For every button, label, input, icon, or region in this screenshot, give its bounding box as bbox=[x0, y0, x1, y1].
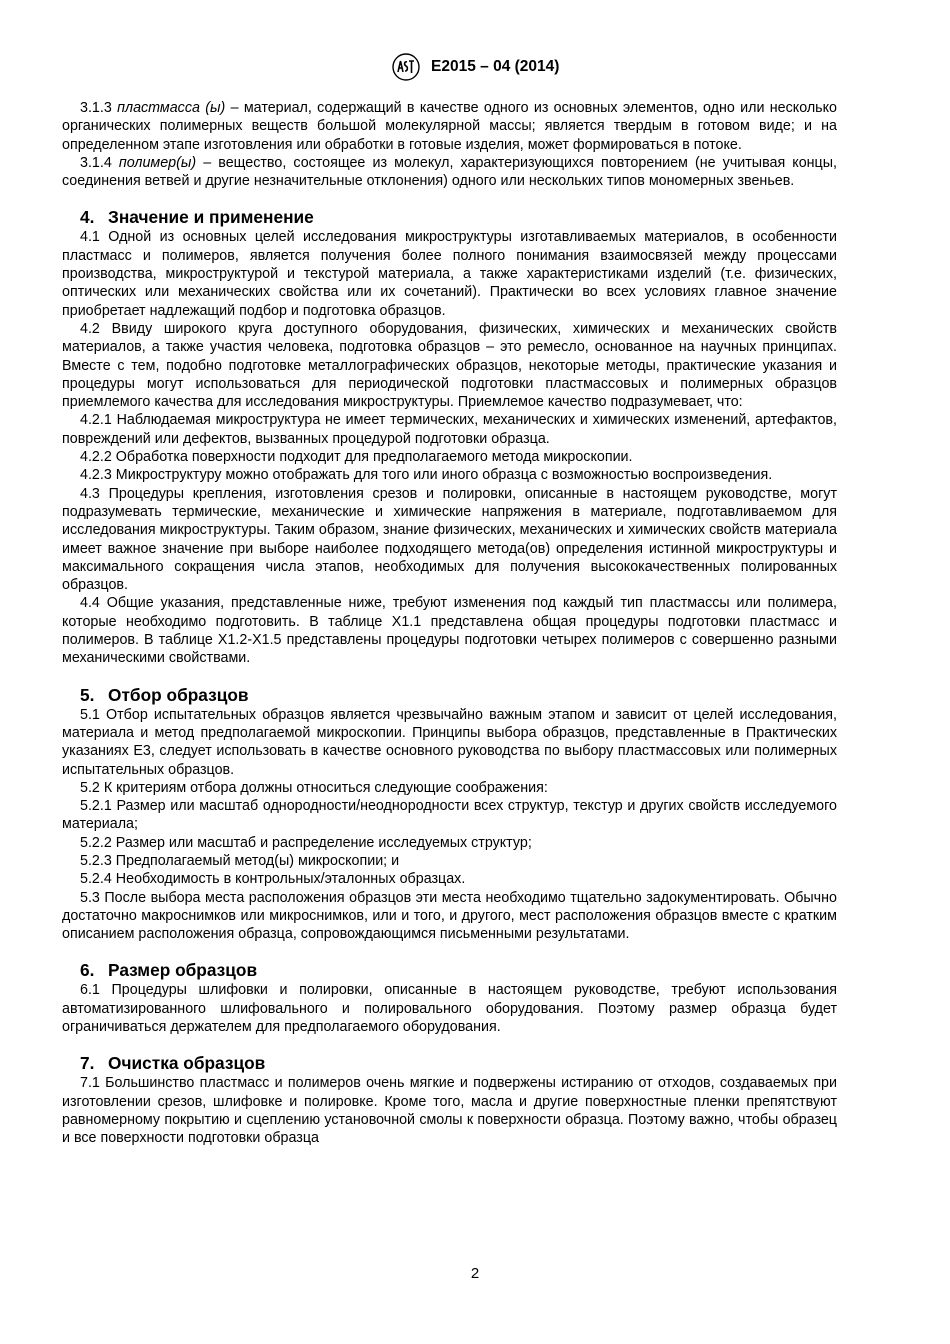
section-number: 5. bbox=[80, 684, 95, 705]
paragraph-text: Необходимость в контрольных/эталонных образцах. bbox=[115, 871, 466, 888]
section-heading bbox=[62, 959, 837, 981]
section-title: Отбор образцов bbox=[108, 684, 249, 705]
paragraph-text: Микроструктуру можно отображать для того или иного образца с возможностью воспроизведения. bbox=[115, 467, 773, 484]
paragraph-text: Процедуры крепления, изготовления срезов и полировки, описанные в настоящем руководстве, могут подразумевать термические, механические и химические напряжения в материале, подготавливаемом для исследования микроструктуры. Таким образом, знание физических, механических и химических свойств материала имеет важное значение при выборе наиболее подходящего метода(ов) определения истинной микроструктуры и максимального сокращения числа этапов, необходимых для получения высококачественных полированных образцов. bbox=[62, 485, 837, 594]
paragraph bbox=[62, 870, 837, 888]
clause-number: 5.2.2 bbox=[80, 834, 112, 851]
paragraph-text: Размер или масштаб однородности/неоднородности всех структур, текстур и других свойств исследуемого материала; bbox=[62, 798, 837, 833]
astm-logo-icon bbox=[391, 52, 421, 82]
clause-number: 7.1 bbox=[80, 1075, 100, 1092]
paragraph bbox=[62, 889, 837, 944]
defined-term: полимер(ы) bbox=[118, 154, 197, 171]
clause-number: 4.2 bbox=[80, 320, 100, 337]
clause-number: 4.1 bbox=[80, 229, 100, 246]
section-title: Очистка образцов bbox=[108, 1053, 266, 1074]
clause-number: 6.1 bbox=[80, 982, 100, 999]
clause-number: 5.2.4 bbox=[80, 871, 112, 888]
paragraph bbox=[62, 448, 837, 466]
clause-number: 4.2.1 bbox=[80, 412, 112, 429]
paragraph bbox=[62, 1074, 837, 1147]
paragraph-text: Наблюдаемая микроструктура не имеет термических, механических и химических изменений, артефактов, повреждений или дефектов, вызванных процедурой подготовки образца. bbox=[62, 412, 837, 447]
paragraph-text: К критериям отбора должны относиться следующие соображения: bbox=[103, 779, 548, 796]
clause-number: 3.1.4 bbox=[80, 154, 112, 171]
paragraph-text: – материал, содержащий в качестве одного из основных элементов, одно или несколько органических полимерных веществ большой молекулярной массы; является твердым в готовом виде; и на определенном этапе изготовления или обработки в готовые изделия, может формироваться в потоке. bbox=[62, 100, 837, 153]
section-number: 6. bbox=[80, 960, 95, 981]
section-title: Значение и применение bbox=[108, 207, 314, 228]
defined-term: пластмасса (ы) bbox=[117, 100, 226, 116]
clause-number: 5.1 bbox=[80, 706, 100, 723]
paragraph-text: Одной из основных целей исследования микроструктуры изготавливаемых материалов, в особенности пластмасс и полимеров, является получения более полного понимания взаимосвязей между процессами производства, микроструктурой и текстурой материала, а также характеристиками изделий (т.е. физических, оптических или механических свойства или их сочетаний). Практически во всех условиях главное значение приобретает надлежащий подбор и подготовка образцов. bbox=[62, 229, 837, 319]
page-number: 2 bbox=[470, 1265, 480, 1282]
section-heading bbox=[62, 1052, 837, 1074]
paragraph-text: Отбор испытательных образцов является чрезвычайно важным этапом и зависит от целей исследования, материала и метод предполагаемой микроскопии. Принципы выбора образцов, представленные в Практических указаниях E3, следует использовать в качестве основного руководства по выбору пластмассовых или полимерных испытательных образцов. bbox=[62, 706, 837, 778]
page-header bbox=[0, 52, 950, 82]
clause-number: 5.2 bbox=[80, 779, 100, 796]
clause-number: 5.2.1 bbox=[80, 798, 112, 815]
clause-number: 4.2.3 bbox=[80, 467, 112, 484]
paragraph-text: Обработка поверхности подходит для предполагаемого метода микроскопии. bbox=[115, 449, 633, 466]
paragraph bbox=[62, 228, 837, 319]
document-body bbox=[62, 99, 837, 1148]
paragraph bbox=[62, 834, 837, 852]
clause-number: 3.1.3 bbox=[80, 100, 112, 116]
paragraph bbox=[62, 485, 837, 595]
paragraph bbox=[62, 981, 837, 1036]
clause-number: 5.3 bbox=[80, 889, 100, 906]
section-heading bbox=[62, 206, 837, 228]
paragraph bbox=[62, 594, 837, 667]
paragraph bbox=[62, 466, 837, 484]
paragraph-text: – вещество, состоящее из молекул, характеризующихся повторением (не учитывая концы, соединения ветвей и другие незначительные отклонения) одного или нескольких типов мономерных звеньев. bbox=[62, 154, 837, 190]
paragraph-text: После выбора места расположения образцов эти места необходимо тщательно задокументировать. Обычно достаточно макроснимков или микроснимков, или и того, и другого, мест расположения образцов вместе с кратким описанием расположения образца, сопровождающимся письменными результатами. bbox=[62, 889, 837, 943]
section-title: Размер образцов bbox=[108, 960, 258, 981]
paragraph bbox=[62, 99, 837, 154]
clause-number: 5.2.3 bbox=[80, 852, 112, 869]
paragraph bbox=[62, 779, 837, 797]
clause-number: 4.3 bbox=[80, 485, 100, 502]
paragraph-text: Большинство пластмасс и полимеров очень мягкие и подвержены истиранию от отходов, создаваемых при изготовлении срезов, шлифовке и полировке. Кроме того, масла и другие поверхностные пленки препятствуют равномерному покрытию и сцеплению установочной смолы к поверхности образца. Поэтому важно, чтобы образец и все поверхности подготовки образца bbox=[62, 1075, 837, 1147]
paragraph bbox=[62, 411, 837, 448]
paragraph bbox=[62, 852, 837, 870]
paragraph-text: Общие указания, представленные ниже, требуют изменения под каждый тип пластмассы или полимера, которые необходимо подготовить. В таблице X1.1 представлена общая процедуры подготовки пластмасс и полимеров. В таблице X1.2-X1.5 представлены процедуры подготовки четырех полимеров с совершенно разными механическими свойствами. bbox=[62, 595, 837, 667]
paragraph bbox=[62, 320, 837, 411]
standard-designation: E2015 – 04 (2014) bbox=[431, 58, 560, 75]
paragraph bbox=[62, 154, 837, 191]
paragraph bbox=[62, 797, 837, 834]
section-number: 7. bbox=[80, 1053, 95, 1074]
section-number: 4. bbox=[80, 207, 95, 228]
paragraph-text: Ввиду широкого круга доступного оборудования, физических, химических и механических свойств материалов, а также участия человека, подготовка образцов – это ремесло, основанное на научных принципах. Вместе с тем, подобно подготовке металлографических образцов, некоторые методы, практические указания и процедуры могут использоваться для периодической подготовки пластмассовых и полимерных образцов приемлемого качества для исследования микроструктуры. Приемлемое качество подразумевает, что: bbox=[62, 320, 837, 411]
paragraph bbox=[62, 706, 837, 779]
clause-number: 4.2.2 bbox=[80, 449, 112, 466]
paragraph-text: Процедуры шлифовки и полировки, описанные в настоящем руководстве, требуют использования автоматизированного шлифовального и полировального оборудования. Поэтому размер образца будет ограничиваться держателем для предполагаемого оборудования. bbox=[62, 982, 837, 1036]
paragraph-text: Размер или масштаб и распределение исследуемых структур; bbox=[115, 834, 532, 851]
paragraph-text: Предполагаемый метод(ы) микроскопии; и bbox=[115, 852, 400, 869]
section-heading bbox=[62, 684, 837, 706]
clause-number: 4.4 bbox=[80, 595, 100, 612]
